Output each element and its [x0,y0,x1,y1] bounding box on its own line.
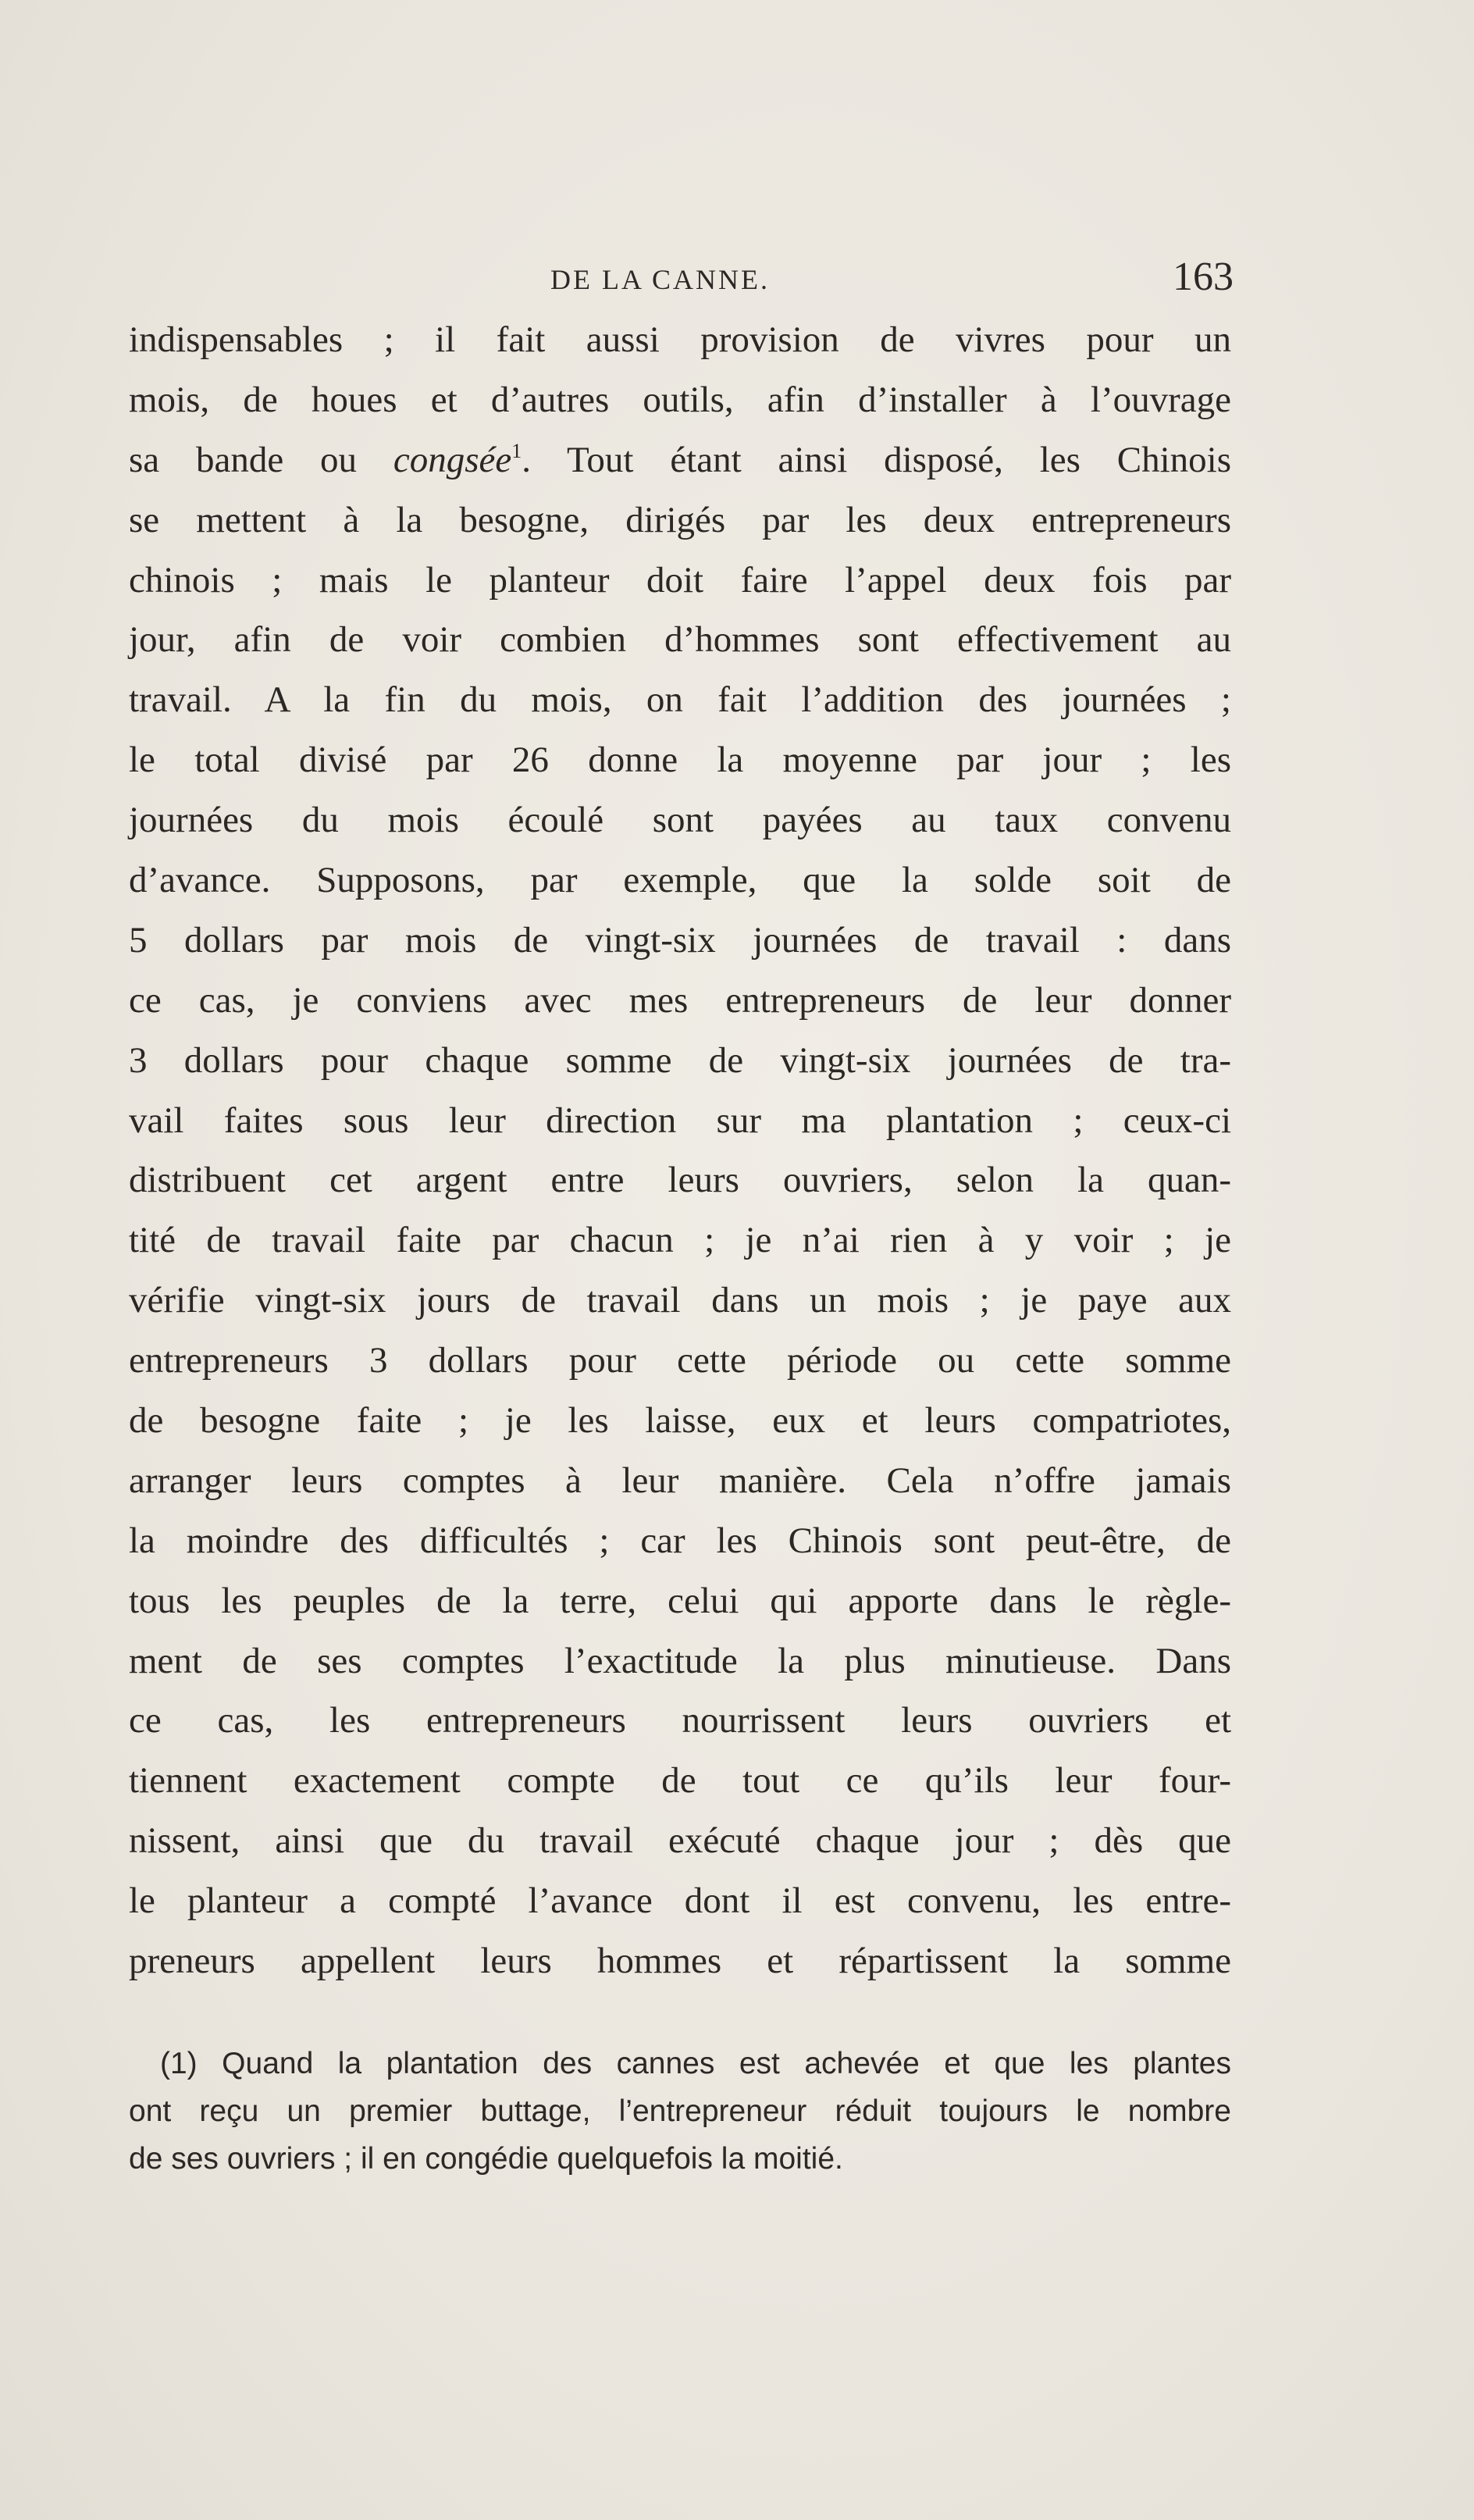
text-line-with-note [129,430,1231,490]
text-line: le planteur a compté l’avance dont il est convenu, les entre- [129,1880,1231,1922]
text-fragment: . Tout étant ainsi disposé, les Chinois [522,439,1231,480]
text-line: tous les peuples de la terre, celui qui apporte dans le règle- [129,1580,1231,1621]
text-line: tité de travail faite par chacun ; je n’ai rien à y voir ; je [129,1220,1231,1261]
footnote [129,2040,1231,2183]
text-line: d’avance. Supposons, par exemple, que la solde soit de [129,860,1231,901]
italic-term: congsée [393,439,512,480]
text-line: ment de ses comptes l’exactitude la plus minutieuse. Dans [129,1640,1231,1681]
text-line: la moindre des difficultés ; car les Chinois sont peut-être, de [129,1520,1231,1561]
text-fragment: sa bande ou [129,439,358,480]
body-text [129,310,1231,1991]
text-line: se mettent à la besogne, dirigés par les deux entrepreneurs [129,499,1231,540]
text-line: ce cas, je conviens avec mes entrepreneurs de leur donner [129,979,1231,1021]
footnote-text: Quand la plantation des cannes est achevée et que les plantes [222,2047,1231,2080]
text-line: 3 dollars pour chaque somme de vingt-six journées de tra- [129,1039,1231,1081]
text-line: indispensables ; il fait aussi provision de vivres pour un [129,319,1231,360]
text-line: ce cas, les entrepreneurs nourrissent leurs ouvriers et [129,1700,1231,1741]
text-line: entrepreneurs 3 dollars pour cette période ou cette somme [129,1340,1231,1381]
footnote-marker: (1) [160,2047,198,2080]
text-line: nissent, ainsi que du travail exécuté chaque jour ; dès que [129,1820,1231,1862]
text-line: vérifie vingt-six jours de travail dans un mois ; je paye aux [129,1280,1231,1321]
text-line: jour, afin de voir combien d’hommes sont effectivement au [129,619,1231,661]
text-line: preneurs appellent leurs hommes et répartissent la somme [129,1941,1231,1982]
footnote-reference[interactable]: 1 [511,439,522,462]
footnote-line: de ses ouvriers ; il en congédie quelquefois la moitié. [129,2142,843,2176]
text-line: arranger leurs comptes à leur manière. Cela n’offre jamais [129,1460,1231,1501]
footnote-line [129,2040,1231,2087]
text-line: distribuent cet argent entre leurs ouvriers, selon la quan- [129,1160,1231,1201]
text-line: vail faites sous leur direction sur ma plantation ; ceux-ci [129,1100,1231,1141]
page-header [125,254,1234,308]
text-line: 5 dollars par mois de vingt-six journées de travail : dans [129,919,1231,961]
running-head: DE LA CANNE. [550,264,770,295]
text-line: tiennent exactement compte de tout ce qu’ils leur four- [129,1760,1231,1802]
text-line: mois, de houes et d’autres outils, afin d’installer à l’ouvrage [129,379,1231,420]
page-number: 163 [1173,255,1234,299]
footnote-line: ont reçu un premier buttage, l’entrepreneur réduit toujours le nombre [129,2094,1231,2128]
text-line: travail. A la fin du mois, on fait l’addition des journées ; [129,679,1231,721]
text-line: journées du mois écoulé sont payées au taux convenu [129,800,1231,841]
text-line: le total divisé par 26 donne la moyenne par jour ; les [129,740,1231,781]
text-line: chinois ; mais le planteur doit faire l’appel deux fois par [129,559,1231,601]
text-line: de besogne faite ; je les laisse, eux et leurs compatriotes, [129,1400,1231,1442]
